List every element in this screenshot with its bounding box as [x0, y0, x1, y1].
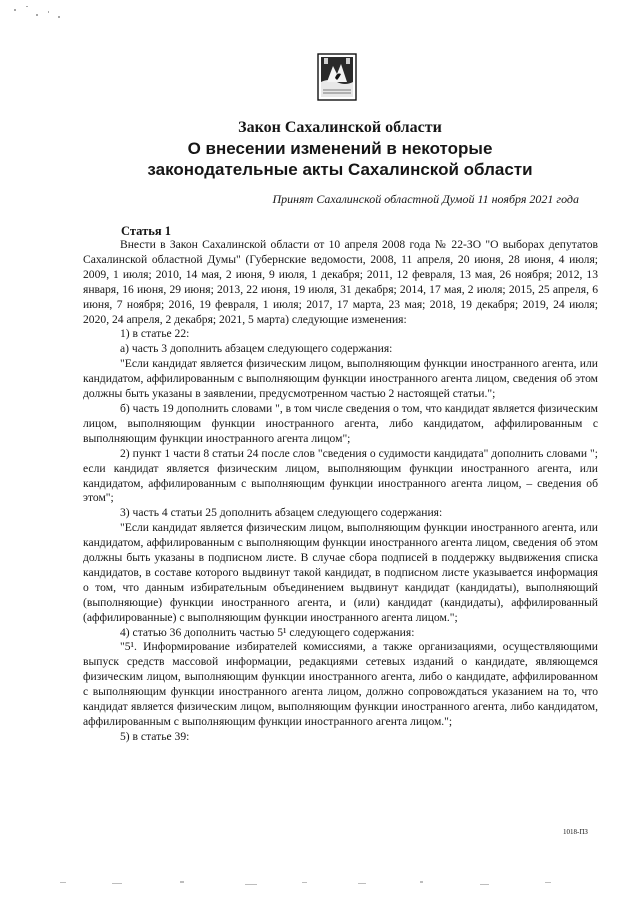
article-paragraph: а) часть 3 дополнить абзацем следующего содержания:	[120, 342, 393, 356]
scan-speck	[36, 14, 38, 16]
law-title: Закон Сахалинской области	[238, 119, 442, 136]
law-title-block	[60, 118, 620, 180]
article-body	[83, 238, 598, 745]
article-heading: Статья 1	[121, 224, 171, 238]
scan-speck	[58, 16, 60, 18]
law-subtitle-line-2: законодательные акты Сахалинской области	[147, 160, 533, 179]
article-paragraph: 1) в статье 22:	[120, 327, 190, 341]
sakhalin-coat-of-arms-icon	[315, 52, 359, 102]
article-paragraph: 4) статью 36 дополнить частью 5¹ следующего содержания:	[120, 625, 415, 639]
article-paragraph: б) часть 19 дополнить словами ", в том числе сведения о том, что кандидат является физическим лицом, выполняющим функции иностранного агента, либо кандидатом, аффилированным с выполняющим функции иностранного агента лицом";	[83, 401, 598, 445]
article-paragraph: "5¹. Информирование избирателей комиссиями, а также организациями, осуществляющими выпуск средств массовой информации, редакциями сетевых изданий о кандидате, являющемся физическим лицом, выполняющим функции иностранного агента, либо о кандидате, аффилированном с выполняющим функции иностранного агента лицом, должно сопровождаться указанием на то, что кандидат является физическим лицом, выполняющим функции иностранного агента, либо кандидатом, аффилированным с выполняющим функции иностранного агента лицом.";	[83, 640, 598, 728]
article-paragraph: 5) в статье 39:	[120, 729, 190, 743]
article-paragraph: Внести в Закон Сахалинской области от 10 апреля 2008 года № 22-ЗО "О выборах депутатов Сахалинской областной Думы" (Губернские ведомости, 2008, 11 апреля, 20 июня, 28 июня, 4 июля; 2009, 1 июля; 2010, 14 мая, 2 июня, 9 июля, 1 декабря; 2011, 12 февраля, 13 мая, 26 ноября; 2012, 13 января, 16 июня, 29 июня; 2013, 22 июня, 19 июля, 31 декабря; 2014, 17 мая, 2 июля; 2015, 25 апреля, 6 июня, 7 ноября; 2016, 19 февраля, 1 июля; 2017, 17 марта, 23 мая; 2018, 19 декабря; 2019, 24 июля; 2020, 24 апреля, 2 декабря; 2021, 5 марта) следующие изменения:	[83, 238, 598, 326]
law-subtitle-line-1: О внесении изменений в некоторые	[187, 139, 493, 158]
scan-speck	[26, 6, 28, 7]
scan-noise-strip	[40, 878, 600, 888]
scan-speck	[14, 9, 16, 11]
article-paragraph: "Если кандидат является физическим лицом, выполняющим функции иностранного агента, или кандидатом, аффилированным с выполняющим функции иностранного агента лицом, сведения об этом должны быть указаны в заявлении, предусмотренном частью 2 настоящей статьи.";	[83, 357, 598, 401]
article-paragraph: "Если кандидат является физическим лицом, выполняющим функции иностранного агента, или кандидатом, аффилированным с выполняющим функции иностранного агента лицом, сведения об этом должны быть указаны в подписном листе. В случае сбора подписей в поддержку выдвижения списка кандидатов, в составе которого выдвинут такой кандидат, в подписном листе указывается информация о том, что данным избирательным объединением выдвинут кандидат (кандидаты), выполняющий (выполняющие) функции иностранного агента, и (или) кандидат (кандидаты), аффилированный (аффилированные) с выполняющим функции иностранного агента лицом.";	[83, 521, 598, 624]
adoption-note: Принят Сахалинской областной Думой 11 ноября 2021 года	[272, 192, 579, 206]
scan-speck	[48, 11, 49, 13]
article-paragraph: 3) часть 4 статьи 25 дополнить абзацем следующего содержания:	[120, 506, 443, 520]
document-code: 1018-ПЗ	[563, 828, 588, 836]
article-paragraph: 2) пункт 1 части 8 статьи 24 после слов "сведения о судимости кандидата" дополнить словами "; если кандидат является физическим лицом, выполняющим функции иностранного агента, или кандидатом, аффилированным с выполняющим функции иностранного агента лицом, – сведения об этом";	[83, 446, 598, 505]
